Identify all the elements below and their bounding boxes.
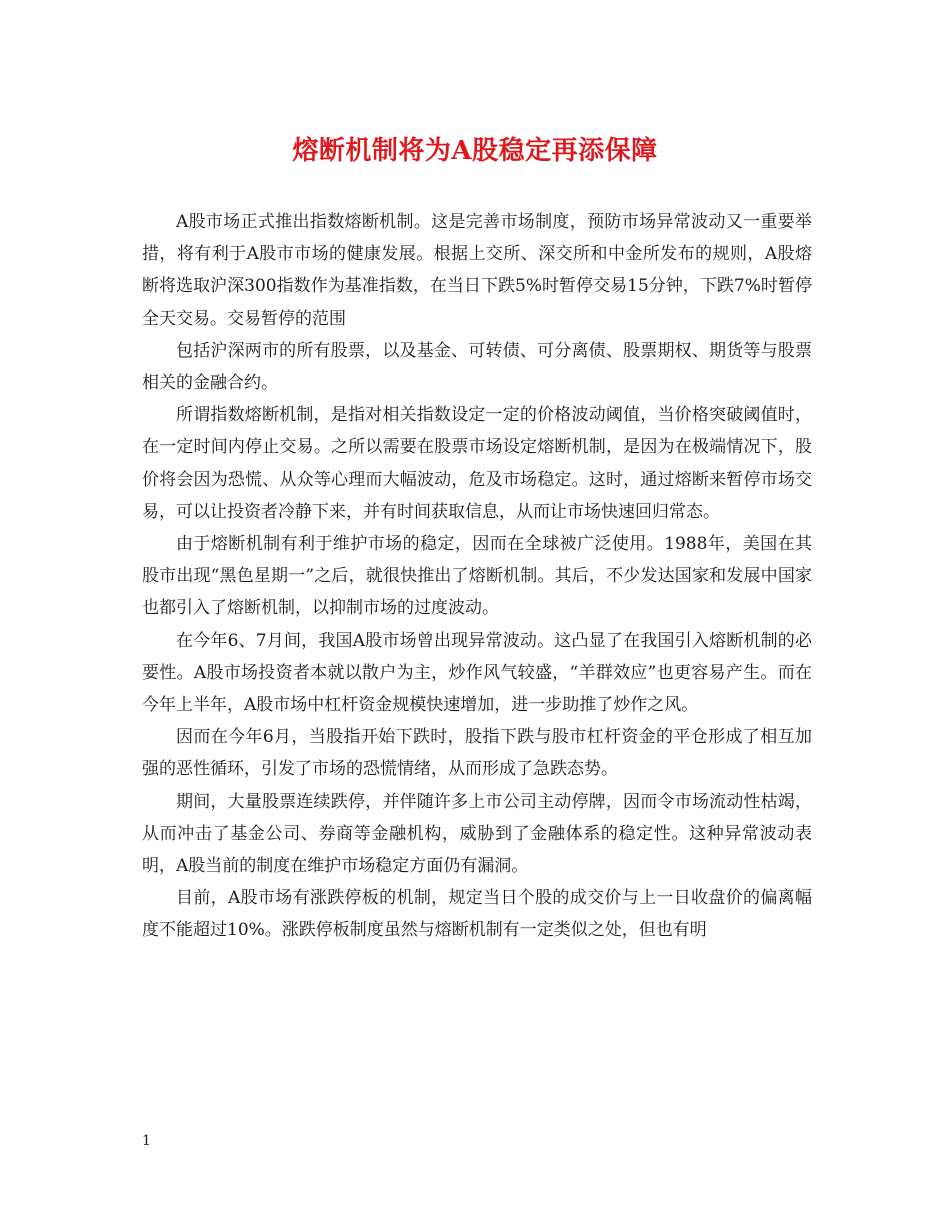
paragraph-5: 在今年6、7月间，我国A股市场曾出现异常波动。这凸显了在我国引入熔断机制的必要性。A股市场投资者本就以散户为主，炒作风气较盛，“羊群效应”也更容易产生。而在今年上半年，A股市场中杠杆资金规模快速增加，进一步助推了炒作之风。 (142, 630, 812, 716)
paragraph-4: 由于熔断机制有利于维护市场的稳定，因而在全球被广泛使用。1988年，美国在其股市出现“黑色星期一”之后，就很快推出了熔断机制。其后，不少发达国家和发展中国家也都引入了熔断机制，以抑制市场的过度波动。 (142, 534, 812, 619)
document-body (142, 206, 812, 947)
paragraph-7: 期间，大量股票连续跌停，并伴随许多上市公司主动停牌，因而令市场流动性枯竭，从而冲击了基金公司、券商等金融机构，威胁到了金融体系的稳定性。这种异常波动表明，A股当前的制度在维护市场稳定方面仍有漏洞。 (142, 791, 812, 877)
paragraph-1: A股市场正式推出指数熔断机制。这是完善市场制度，预防市场异常波动又一重要举措，将有利于A股市市场的健康发展。根据上交所、深交所和中金所发布的规则，A股熔断将选取沪深300指数作为基准指数，在当日下跌5%时暂停交易15分钟，下跌7%时暂停全天交易。交易暂停的范围 (142, 212, 812, 329)
page-number: 1 (142, 1133, 151, 1149)
paragraph-6: 因而在今年6月，当股指开始下跌时，股指下跌与股市杠杆资金的平仓形成了相互加强的恶性循环，引发了市场的恐慌情绪，从而形成了急跌态势。 (142, 727, 812, 780)
paragraph-3: 所谓指数熔断机制，是指对相关指数设定一定的价格波动阈值，当价格突破阈值时，在一定时间内停止交易。之所以需要在股票市场设定熔断机制，是因为在极端情况下，股价将会因为恐慌、从众等心理而大幅波动，危及市场稳定。这时，通过熔断来暂停市场交易，可以让投资者冷静下来，并有时间获取信息，从而让市场快速回归常态。 (142, 405, 812, 522)
paragraph-8: 目前，A股市场有涨跌停板的机制，规定当日个股的成交价与上一日收盘价的偏离幅度不能超过10%。涨跌停板制度虽然与熔断机制有一定类似之处，但也有明 (142, 888, 812, 941)
document-title: 熔断机制将为A股稳定再添保障 (292, 136, 658, 166)
paragraph-2: 包括沪深两市的所有股票，以及基金、可转债、可分离债、股票期权、期货等与股票相关的金融合约。 (142, 340, 812, 394)
